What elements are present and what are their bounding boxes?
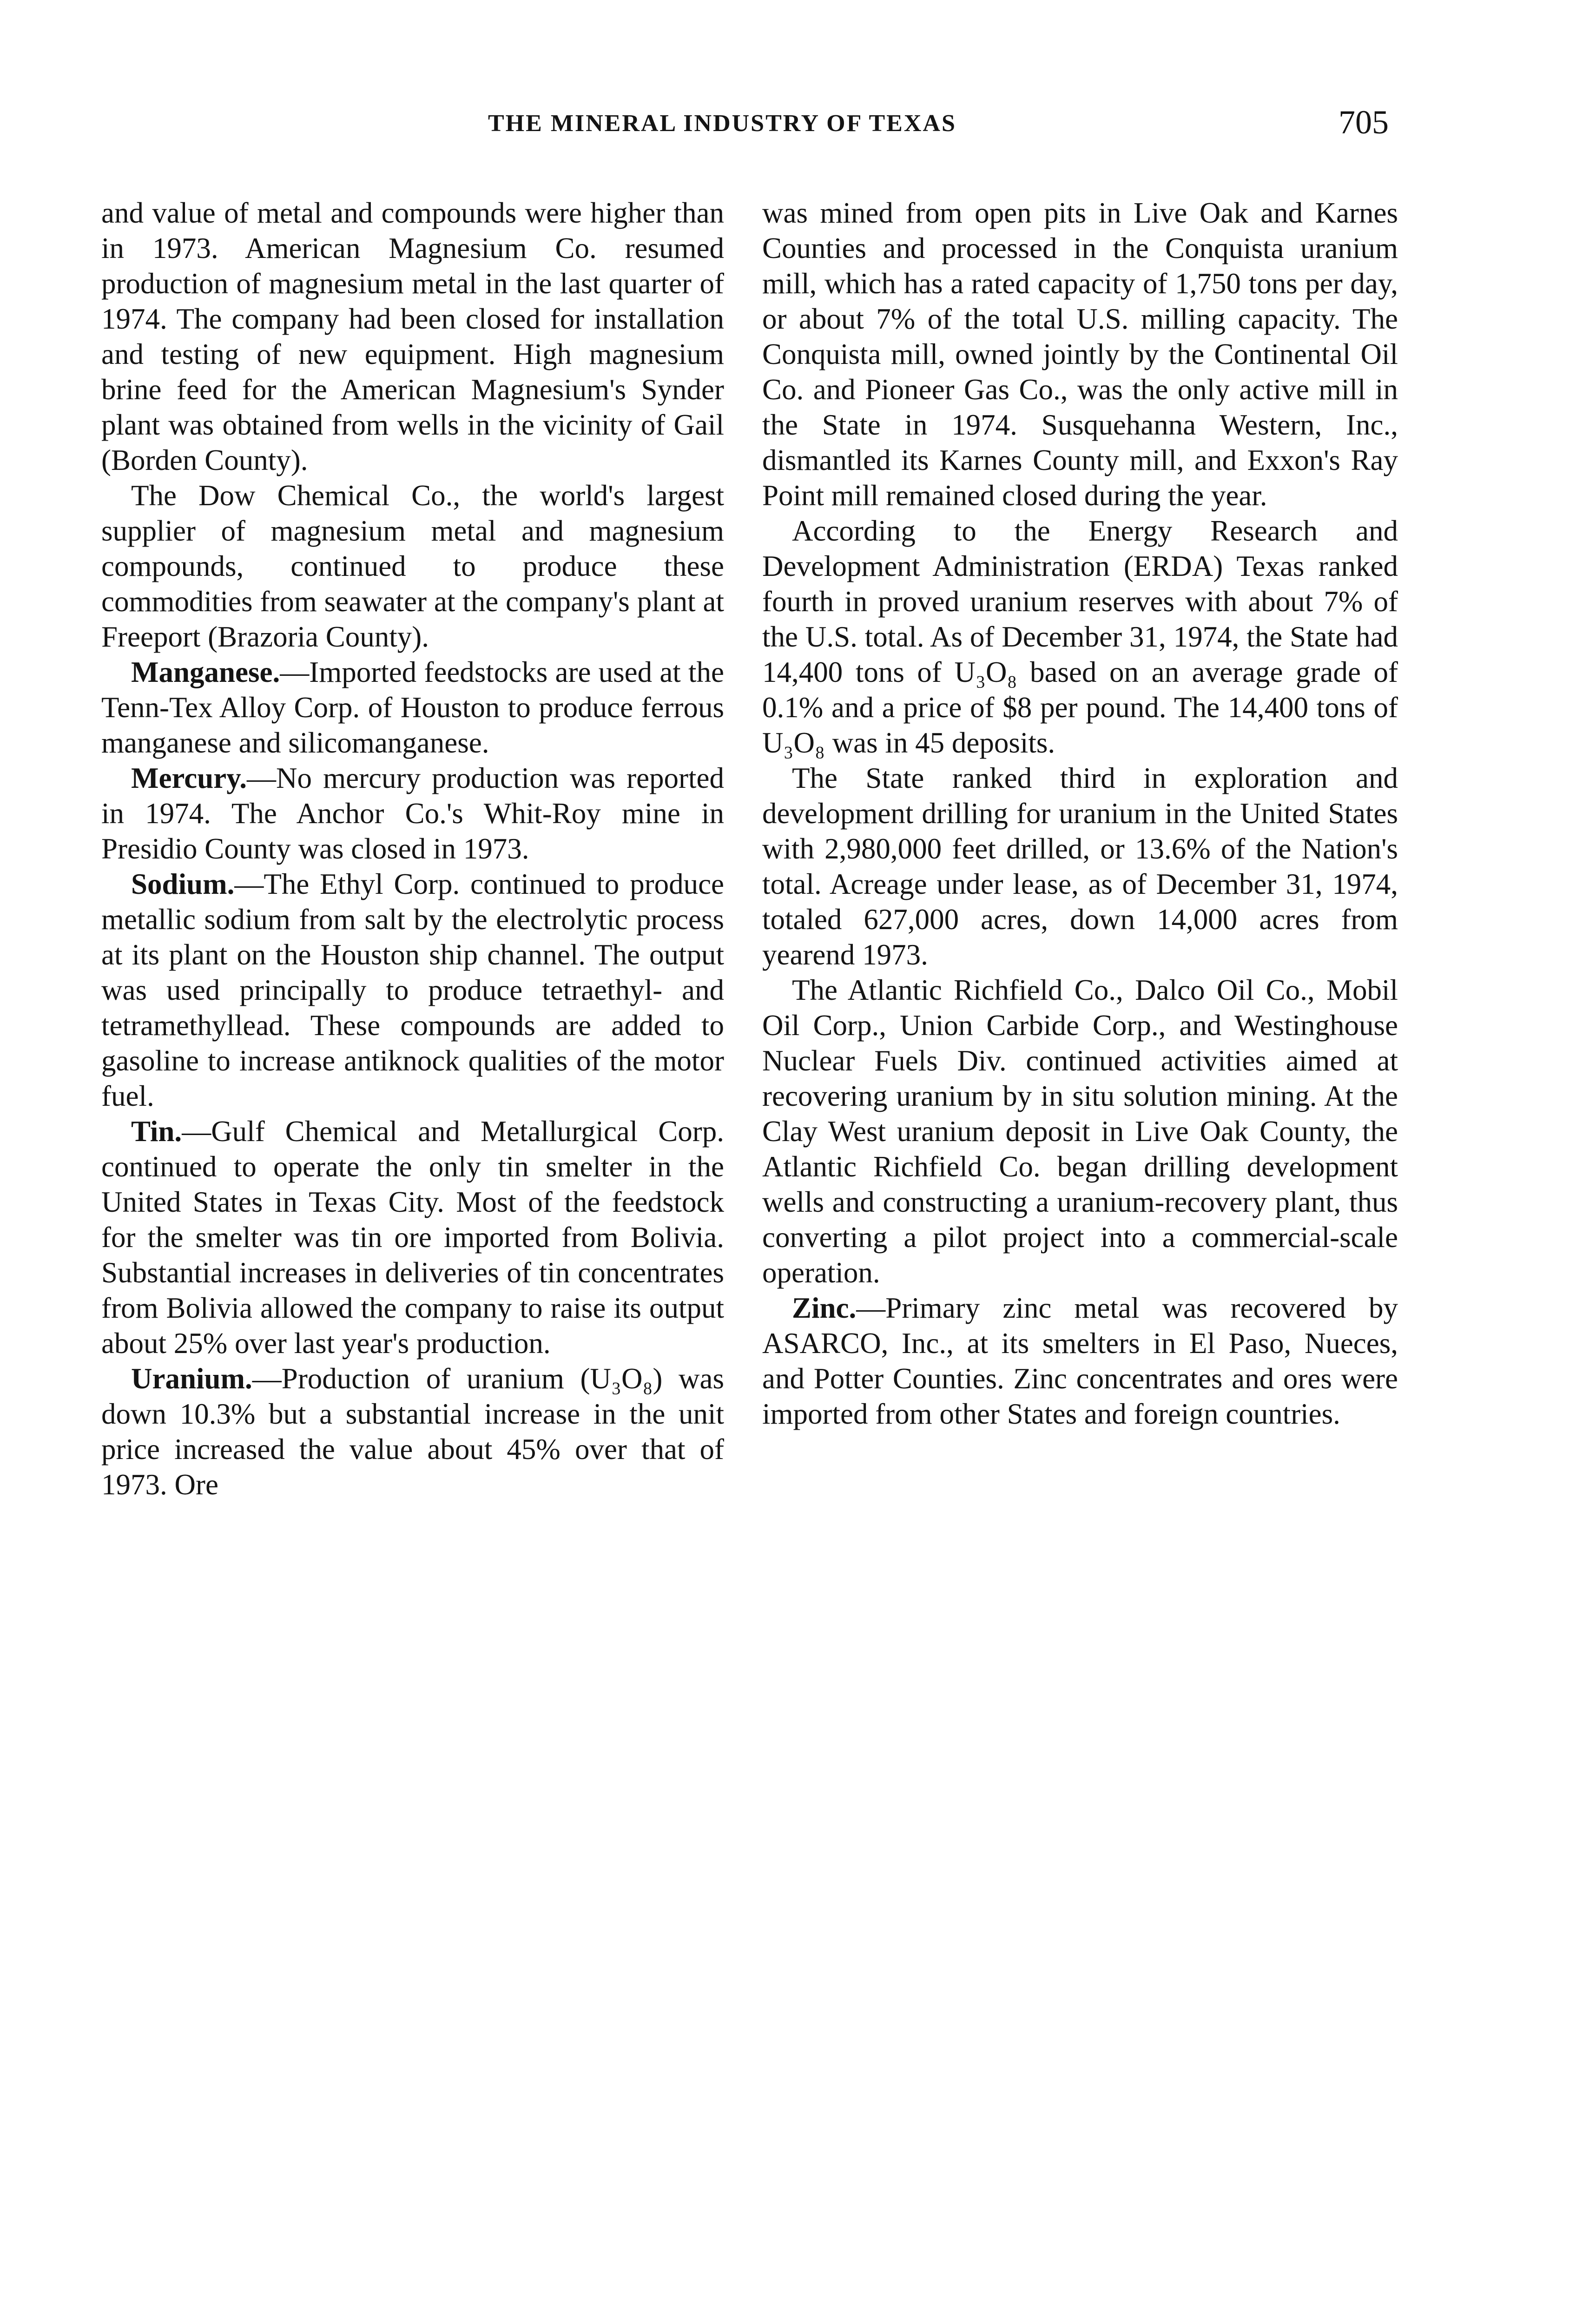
- paragraph-manganese: [101, 654, 724, 760]
- run-in-head-sodium: Sodium.: [131, 868, 235, 900]
- paragraph-mercury: [101, 760, 724, 866]
- run-in-head-mercury: Mercury.: [131, 762, 247, 794]
- run-in-head-zinc: Zinc.: [792, 1292, 857, 1324]
- paragraph-manganese-text: —Imported feedstocks are used at the Tenn-Tex Alloy Corp. of Houston to produce ferrous manganese and silicomanganese.: [101, 656, 724, 759]
- running-title: THE MINERAL INDUSTRY OF TEXAS: [488, 110, 956, 137]
- paragraph-in-situ-mining: The Atlantic Richfield Co., Dalco Oil Co., Mobil Oil Corp., Union Carbide Corp., and Westinghouse Nuclear Fuels Div. continued activities aimed at recovering uranium by in situ solution mining. At the Clay West uranium deposit in Live Oak County, the Atlantic Richfield Co. began drilling development wells and constructing a uranium-recovery plant, thus converting a pilot project into a commercial-scale operation.: [762, 974, 1398, 1289]
- paragraph-uranium-text: —Production of uranium (U₃O₈) was down 10.3% but a substantial increase in the unit price increased the value about 45% over that of 1973. Ore: [101, 1362, 724, 1501]
- paragraph-uranium: [101, 1361, 724, 1502]
- paragraph-tin-text: —Gulf Chemical and Metallurgical Corp. continued to operate the only tin smelter in the United States in Texas City. Most of the feedstock for the smelter was tin ore imported from Bolivia. Substantial increases in deliveries of tin concentrates from Bolivia allowed the company to raise its output about 25% over last year's production.: [101, 1115, 724, 1360]
- run-in-head-tin: Tin.: [131, 1115, 182, 1148]
- paragraph-magnesium-cont: and value of metal and compounds were higher than in 1973. American Magnesium Co. resumed production of magnesium metal in the last quarter of 1974. The company had been closed for installation and testing of new equipment. High magnesium brine feed for the American Magnesium's Synder plant was obtained from wells in the vicinity of Gail (Borden County).: [101, 197, 724, 476]
- paragraph-sodium-text: —The Ethyl Corp. continued to produce metallic sodium from salt by the electrolytic process at its plant on the Houston ship channel. The output was used principally to produce tetraethyl- and tetramethyllead. These compounds are added to gasoline to increase antiknock qualities of the motor fuel.: [101, 868, 724, 1112]
- run-in-head-manganese: Manganese.: [131, 656, 280, 688]
- running-header: [0, 103, 1576, 145]
- page-number: 705: [1339, 104, 1389, 141]
- run-in-head-uranium: Uranium.: [131, 1362, 252, 1395]
- paragraph-zinc: [762, 1290, 1398, 1432]
- right-column: [762, 195, 1398, 1432]
- paragraph-uranium-cont: was mined from open pits in Live Oak and Karnes Counties and processed in the Conquista uranium mill, which has a rated capacity of 1,750 tons per day, or about 7% of the total U.S. milling capacity. The Conquista mill, owned jointly by the Continental Oil Co. and Pioneer Gas Co., was the only active mill in the State in 1974. Susquehanna Western, Inc., dismantled its Karnes County mill, and Exxon's Ray Point mill remained closed during the year.: [762, 197, 1398, 512]
- paragraph-erda-reserves: According to the Energy Research and Development Administration (ERDA) Texas ranked fourth in proved uranium reserves with about 7% of the U.S. total. As of December 31, 1974, the State had 14,400 tons of U₃O₈ based on an average grade of 0.1% and a price of $8 per pound. The 14,400 tons of U₃O₈ was in 45 deposits.: [762, 515, 1398, 759]
- paragraph-dow-chemical: The Dow Chemical Co., the world's largest supplier of magnesium metal and magnesium compounds, continued to produce these commodities from seawater at the company's plant at Freeport (Brazoria County).: [101, 479, 724, 653]
- paragraph-zinc-text: —Primary zinc metal was recovered by ASARCO, Inc., at its smelters in El Paso, Nueces, and Potter Counties. Zinc concentrates and ores were imported from other States and foreign countries.: [762, 1292, 1398, 1430]
- paragraph-exploration-drilling: The State ranked third in exploration and development drilling for uranium in the United States with 2,980,000 feet drilled, or 13.6% of the Nation's total. Acreage under lease, as of December 31, 1974, totaled 627,000 acres, down 14,000 acres from yearend 1973.: [762, 762, 1398, 971]
- left-column: [101, 195, 724, 1502]
- paragraph-tin: [101, 1114, 724, 1361]
- paragraph-sodium: [101, 866, 724, 1114]
- paragraph-mercury-text: —No mercury production was reported in 1974. The Anchor Co.'s Whit-Roy mine in Presidio County was closed in 1973.: [101, 762, 724, 865]
